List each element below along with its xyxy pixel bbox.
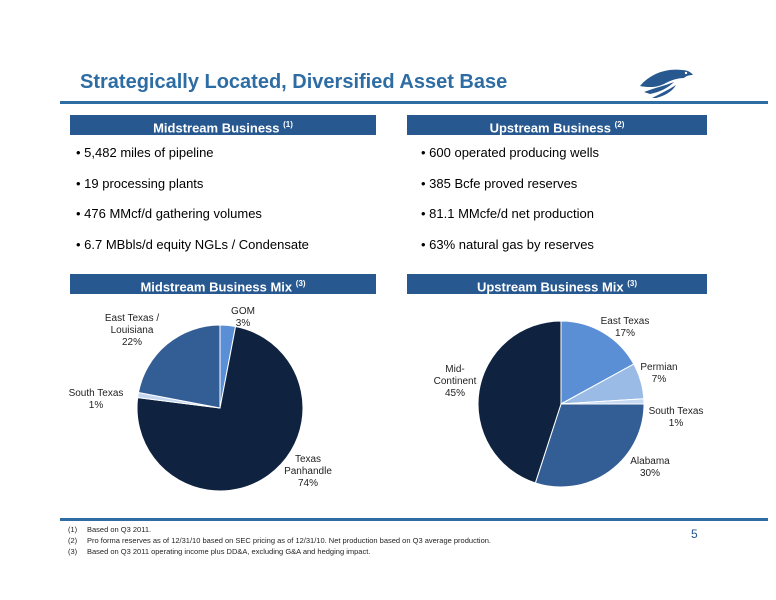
pie-label-line: Texas [294,454,322,465]
midstream-business-header-label: Midstream Business [153,120,280,136]
pie-label-line: 1% [88,400,104,411]
pie-label-line: Mid- [445,364,465,375]
upstream-mix-header-label: Upstream Business Mix [476,279,624,295]
page-number: 5 [691,527,698,541]
pie-label [231,306,255,329]
list-item: • 476 MMcf/d gathering volumes [76,206,309,237]
pie-label-line: Permian [640,362,678,373]
pie-label [649,406,704,429]
pie-label-line: 3% [235,318,251,329]
list-item: • 5,482 miles of pipeline [76,145,309,176]
pie-label-line: Continent [433,376,477,387]
list-item: • 600 operated producing wells [421,145,599,176]
pie-label-line: GOM [231,306,255,317]
pie-label-line: Louisiana [110,325,154,336]
pie-label-line: 17% [614,328,636,339]
page-title: Strategically Located, Diversified Asset Base [80,71,508,93]
pie-label-line: 30% [639,468,661,479]
footnotes [68,524,491,557]
pie-label-line: 22% [121,337,143,348]
footnote-row [68,524,491,535]
midstream-mix-header-label: Midstream Business Mix [140,279,293,295]
list-item: • 385 Bcfe proved reserves [421,176,599,207]
footnote-number: (2) [68,536,78,545]
pie-label-line: East Texas [600,316,650,327]
pie-label-line: 45% [444,388,466,399]
midstream-business-header-note: (1) [283,120,293,129]
footnote-text: Based on Q3 2011 operating income plus DD&A, excluding G&A and hedging impact. [87,547,371,556]
footnote-text: Based on Q3 2011. [87,525,152,534]
pie-label [284,454,332,489]
list-item: • 63% natural gas by reserves [421,237,599,268]
pie-label-line: East Texas / [104,313,160,324]
pie-label-line: 7% [651,374,667,385]
pie-label-line: South Texas [68,388,124,399]
midstream-mix-header-note: (3) [295,279,306,288]
list-item: • 19 processing plants [76,176,309,207]
pie-label [105,313,160,348]
pie-label [69,388,124,411]
footnote-number: (3) [68,547,78,556]
footnote-number: (1) [68,525,78,534]
pie-label-line: South Texas [648,406,704,417]
pie-label-line: Panhandle [284,466,332,477]
footnote-row [68,535,491,546]
pie-label [640,362,677,385]
footnote-row [68,546,491,557]
list-item: • 81.1 MMcfe/d net production [421,206,599,237]
pie-label-line: Alabama [630,456,670,467]
pie-label-line: 74% [297,478,319,489]
pie-label [630,456,670,479]
pie-label-line: 1% [668,418,684,429]
list-item: • 6.7 MBbls/d equity NGLs / Condensate [76,237,309,268]
upstream-mix-header-note: (3) [627,279,638,288]
bottom-rule [60,518,768,521]
footnote-text: Pro forma reserves as of 12/31/10 based on SEC pricing as of 12/31/10. Net production based on Q3 average production. [87,536,491,545]
upstream-business-header-label: Upstream Business [489,120,611,136]
upstream-business-header-note: (2) [614,120,625,129]
pie-label [434,364,477,399]
